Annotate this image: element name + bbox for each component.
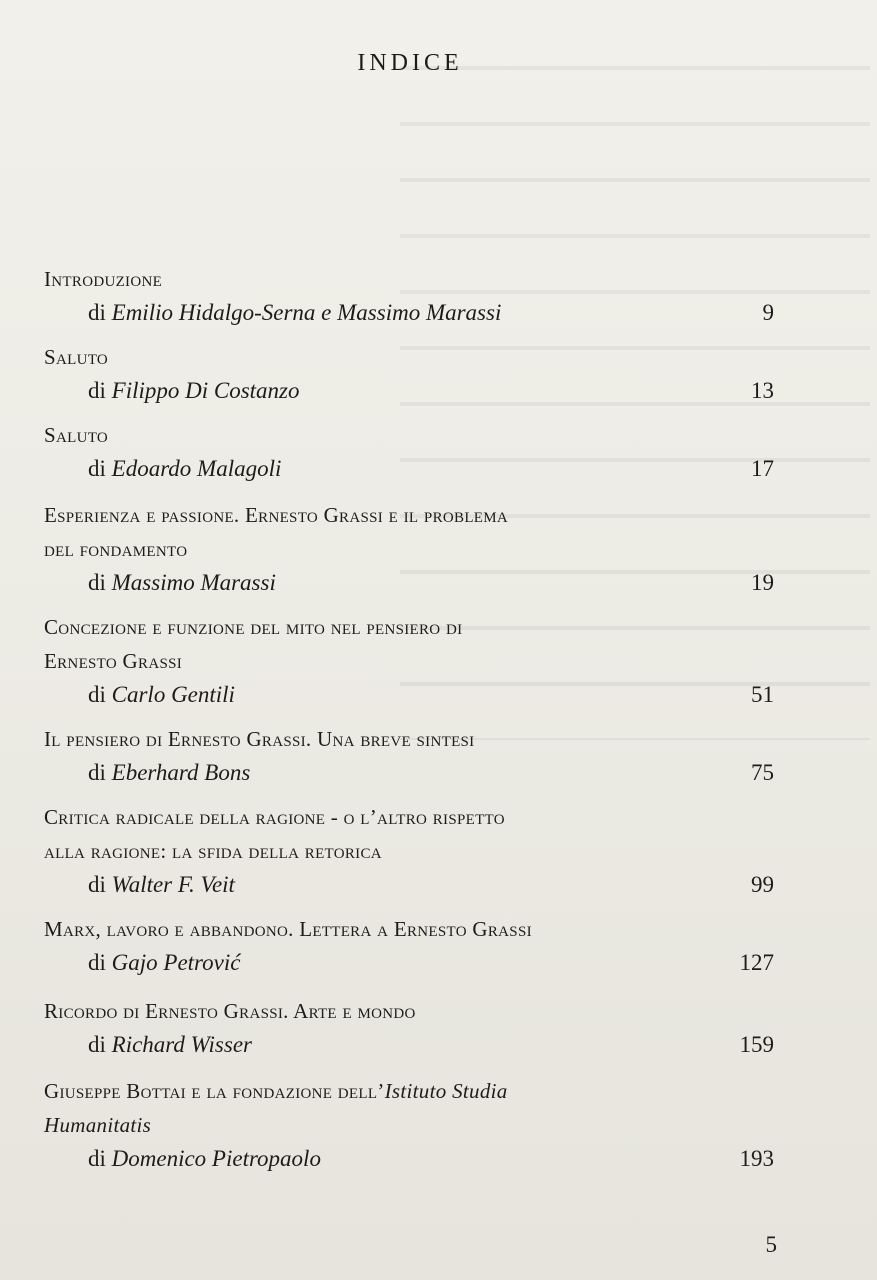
toc-entry (44, 262, 774, 330)
page-number: 75 (751, 760, 774, 785)
entry-author-line (44, 452, 774, 486)
toc-entry (44, 340, 774, 408)
page-number: 19 (751, 570, 774, 595)
author-prefix: di (88, 682, 106, 707)
entry-author-line (44, 566, 774, 600)
entry-author-line (44, 296, 774, 330)
toc-entry (44, 800, 774, 902)
entry-author-line (44, 678, 774, 712)
author-name: Walter F. Veit (111, 872, 235, 897)
page-number: 51 (751, 682, 774, 707)
author-prefix: di (88, 760, 106, 785)
page-number: 127 (739, 950, 774, 975)
author-prefix: di (88, 950, 106, 975)
author-prefix: di (88, 570, 106, 595)
toc-entry (44, 610, 774, 712)
entry-heading: Saluto (44, 345, 109, 369)
author-name: Domenico Pietropaolo (111, 1146, 321, 1171)
author-name: Emilio Hidalgo-Serna e Massimo Marassi (111, 300, 502, 325)
entry-heading: Il pensiero di Ernesto Grassi. Una breve sintesi (44, 727, 475, 751)
entry-heading-italic-2: Humanitatis (44, 1113, 152, 1137)
author-name: Filippo Di Costanzo (111, 378, 300, 403)
author-name: Richard Wisser (111, 1032, 252, 1057)
page-title: INDICE (357, 50, 463, 76)
page-number: 13 (751, 378, 774, 403)
toc-entry (44, 418, 774, 486)
entry-heading-line-2: Ernesto Grassi (44, 649, 183, 673)
page-number: 17 (751, 456, 774, 481)
entry-heading: Ricordo di Ernesto Grassi. Arte e mondo (44, 999, 416, 1023)
entry-heading: Esperienza e passione. Ernesto Grassi e il problema (44, 503, 509, 527)
entry-heading-text: Giuseppe Bottai e la fondazione dell’ (44, 1079, 385, 1103)
author-prefix: di (88, 378, 106, 403)
author-name: Eberhard Bons (111, 760, 251, 785)
page-number: 159 (739, 1032, 774, 1057)
entry-heading (44, 1074, 774, 1108)
entry-author-line (44, 756, 774, 790)
page-folio: 5 (765, 1232, 777, 1257)
author-prefix: di (88, 1146, 106, 1171)
toc-entry (44, 1074, 774, 1176)
entry-author-line (44, 1028, 774, 1062)
author-prefix: di (88, 300, 106, 325)
entry-author-line (44, 374, 774, 408)
entry-heading: Critica radicale della ragione - o l’altro rispetto (44, 805, 505, 829)
author-name: Carlo Gentili (111, 682, 235, 707)
entry-author-line (44, 1142, 774, 1176)
author-prefix: di (88, 456, 106, 481)
page-number: 9 (762, 300, 774, 325)
page-number: 193 (739, 1146, 774, 1171)
entry-author-line (44, 868, 774, 902)
entry-heading: Saluto (44, 423, 109, 447)
entry-heading-italic: Istituto Studia (384, 1079, 508, 1103)
toc-entry (44, 912, 774, 980)
entry-heading-line-2: alla ragione: la sfida della retorica (44, 839, 382, 863)
entry-author-line (44, 946, 774, 980)
entry-heading: Marx, lavoro e abbandono. Lettera a Ernesto Grassi (44, 917, 532, 941)
toc-entry (44, 994, 774, 1062)
page-number: 99 (751, 872, 774, 897)
author-prefix: di (88, 872, 106, 897)
toc-entry (44, 498, 774, 600)
author-name: Edoardo Malagoli (111, 456, 282, 481)
entry-heading: Introduzione (44, 267, 163, 291)
entry-heading-line-2: del fondamento (44, 537, 188, 561)
author-name: Massimo Marassi (111, 570, 276, 595)
entry-heading: Concezione e funzione del mito nel pensiero di (44, 615, 463, 639)
author-name: Gajo Petrović (111, 950, 241, 975)
entry-heading-line-2 (44, 1108, 774, 1142)
author-prefix: di (88, 1032, 106, 1057)
toc-entry (44, 722, 774, 790)
